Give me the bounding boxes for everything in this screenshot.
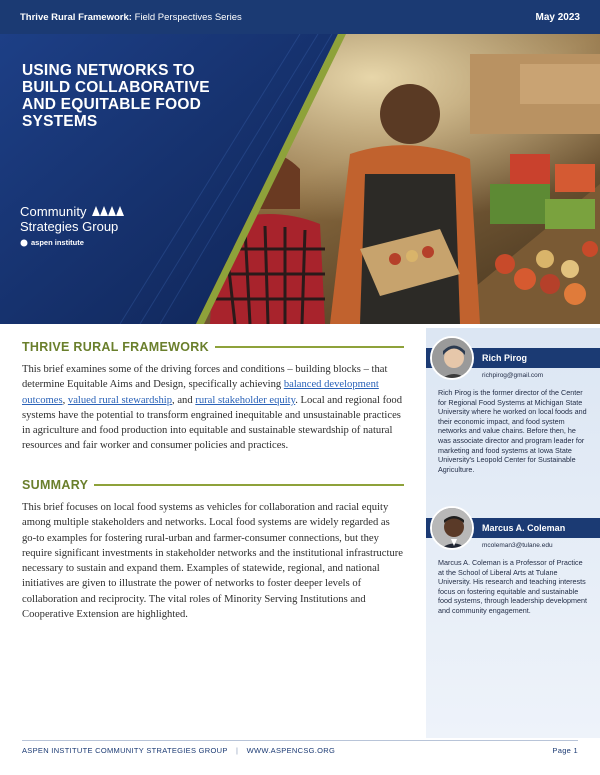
framework-sep-1: , (62, 394, 68, 406)
framework-heading-row (22, 340, 404, 354)
page-footer (22, 746, 578, 755)
author-email[interactable]: mcoleman3@tulane.edu (482, 542, 553, 549)
framework-intro: This brief examines some of the driving forces and conditions – building blocks – that determine Equitable Aims and Design, specifically achieving (22, 364, 388, 391)
avatar (430, 336, 474, 380)
footer-url[interactable]: WWW.ASPENCSG.ORG (246, 746, 336, 755)
author-bio: Marcus A. Coleman is a Professor of Practice at the School of Liberal Arts at Tulane University. His research and teaching interests focus on fostering equitable and sustainable food systems, through leadership development and community engagement. (438, 558, 588, 615)
footer-org: ASPEN INSTITUTE COMMUNITY STRATEGIES GROUP (22, 746, 228, 755)
author-name: Rich Pirog (482, 353, 528, 363)
summary-paragraph: This brief focuses on local food systems as vehicles for collaboration and racial equity among multiple stakeholders and networks. Local food systems are widely regarded as go-to examples for fostering rural-urban and farmer-consumer connections, but they require significant investments in stakeholder networks and the institutional infrastructure necessary to sustain and expand them. Examples of statewide, regional, and national initiatives are given to illustrate the power of networks to foster deeper levels of collaboration and reciprocity. The vital roles of Minority Serving Institutions and Cooperative Extension are highlighted. (22, 502, 403, 621)
series-name: Thrive Rural Framework: (20, 11, 132, 23)
footer-divider (22, 740, 578, 741)
csg-logo (20, 204, 150, 247)
author-bio: Rich Pirog is the former director of the Center for Regional Food Systems at Michigan State University where he worked on local foods and their economic impact, and food system networks and value chains. Before then, he was associate director and program leader for marketing and food systems at Iowa State University's Leopold Center for Sustainable Agriculture. (438, 388, 587, 474)
link-rural-stakeholder-equity[interactable]: rural stakeholder equity (195, 394, 296, 406)
summary-section (22, 478, 404, 622)
tree-logo-icon (92, 206, 128, 218)
avatar (430, 506, 474, 550)
link-balanced-development[interactable]: balanced development outcomes (22, 379, 379, 406)
heading-rule (94, 484, 404, 486)
author-photo-icon (432, 508, 474, 550)
publication-date: May 2023 (535, 11, 580, 23)
hero-banner (0, 34, 600, 324)
footer-separator: | (235, 746, 239, 755)
summary-heading: SUMMARY (22, 478, 89, 492)
heading-rule (215, 346, 404, 348)
author-email[interactable]: richpirog@gmail.com (482, 372, 544, 379)
framework-section (22, 340, 404, 454)
page-title: USING NETWORKS TO BUILD COLLABORATIVE AND EQUITABLE FOOD SYSTEMS (22, 62, 210, 130)
author-sidebar (426, 328, 600, 738)
framework-rest: . Local and regional food systems have the potential to transform engrained inequitable and unsustainable practices in agriculture and food production into equitable and sustainable stewardship of natural resources and fair worker and consumer policies and practices. (22, 394, 402, 452)
top-banner (0, 0, 600, 34)
framework-heading: THRIVE RURAL FRAMEWORK (22, 340, 209, 354)
author-name: Marcus A. Coleman (482, 523, 566, 533)
framework-sep-2: , and (172, 394, 196, 406)
aspen-institute-label: aspen institute (31, 238, 84, 247)
aspen-institute-mark (20, 238, 150, 247)
page-number: Page 1 (552, 746, 578, 755)
aspen-leaf-icon (20, 239, 28, 247)
link-valued-rural-stewardship[interactable]: valued rural stewardship (67, 394, 173, 406)
series-subtitle: Field Perspectives Series (134, 11, 242, 23)
series-title (20, 12, 242, 23)
framework-paragraph (22, 362, 404, 454)
logo-line-2: Strategies Group (20, 219, 119, 234)
footer-left (22, 746, 335, 755)
summary-heading-row (22, 478, 404, 492)
author-photo-icon (432, 338, 474, 380)
logo-line-1: Community (20, 204, 87, 219)
